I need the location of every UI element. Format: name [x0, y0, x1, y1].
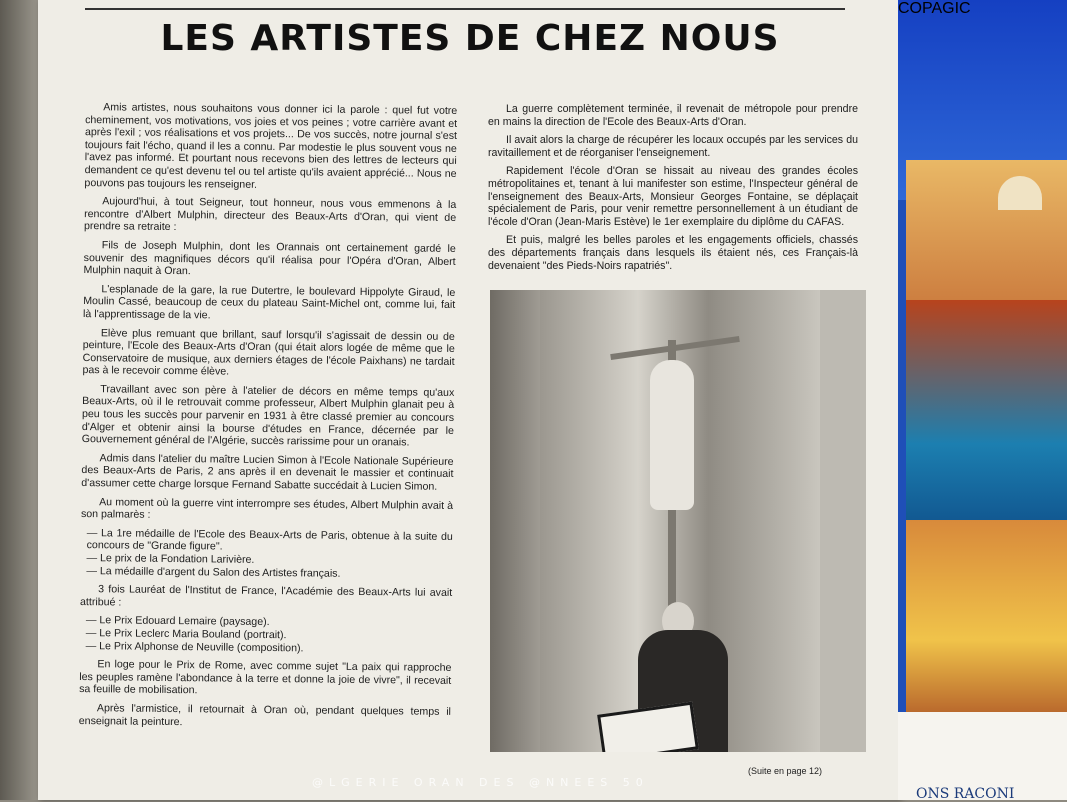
- paragraph: Après l'armistice, il retournait à Oran où, pendant quelques temps il enseignait la peinture.: [78, 702, 452, 728]
- poster-brand: COPAGIC: [898, 0, 971, 17]
- prize-item: — Le Prix Alphonse de Neuville (composition).: [85, 639, 304, 654]
- watermark: @LGERIE ORAN DES @NNEES 50: [312, 776, 649, 789]
- paragraph: En loge pour le Prix de Rome, avec comme sujet "La paix qui rapproche les peuples ramène l'abondance à la terre et donne la joie de vivre", il recevait sa feuille de mobilisation.: [79, 658, 452, 697]
- poster-town: [906, 160, 1067, 320]
- paragraph: Fils de Joseph Mulphin, dont les Orannais ont certainement gardé le souvenir des magnifiques décors qu'il réalisa pour l'Opéra d'Oran, Albert Mulphin naquit à Oran.: [83, 239, 456, 278]
- article-title: LES ARTISTES DE CHEZ NOUS: [160, 18, 780, 59]
- paragraph: Il avait alors la charge de récupérer les locaux occupés par les services du ravitaillement et de réorganiser l'enseignement.: [488, 134, 858, 159]
- award-item: — Le prix de la Fondation Larivière.: [86, 552, 255, 566]
- prize-item: — Le Prix Edouard Lemaire (paysage).: [85, 614, 270, 629]
- awards-list: [80, 527, 453, 581]
- paragraph: Au moment où la guerre vint interrompre ses études, Albert Mulphin avait à son palmarès :: [80, 495, 454, 521]
- paragraph: 3 fois Lauréat de l'Institut de France, l'Académie des Beaux-Arts lui avait attribué :: [80, 583, 453, 609]
- paragraph: Et puis, malgré les belles paroles et les engagements officiels, chassés des départements français dans lesquels ils étaient nés, ces Français-là devenaient "des Pieds-Noirs rapatriés".: [488, 234, 858, 272]
- award-item: — La 1re médaille de l'Ecole des Beaux-Arts de Paris, obtenue à la suite du concours de "Grande figure".: [86, 526, 453, 553]
- top-rule: [85, 8, 845, 10]
- poster-subtitle: ONS RACONI: [916, 786, 1015, 802]
- award-item: — La médaille d'argent du Salon des Artistes français.: [86, 564, 341, 580]
- paragraph: Amis artistes, nous souhaitons vous donner ici la parole : quel fut votre cheminement, vos motivations, vos joies et vos peines ; votre carrière avant et après l'exil ; vos réalisations et vos projets... De vos succès, notre journal s'est toujours fait l'écho, quand il les a connu. Par modestie le plus souvent vous ne l'avez pas informé. Et pourtant nous recevons bien des lettres de lecteurs qui demandent ce qu'est devenu tel ou tel artiste qu'ils avaient apprécié... Nous ne pouvons pas toujours les renseigner.: [84, 101, 458, 191]
- crucifix-figure: [650, 360, 694, 510]
- paragraph: Travaillant avec son père à l'atelier de décors en même temps qu'aux Beaux-Arts, où il le retrouvait comme professeur, Albert Mulphin glanait peu à peu tous les succès pour parvenir en 1931 à être classé premier au concours d'Alger et obtenir ainsi la bourse d'études en France, décernée par le Gouvernement général de l'Algérie, succès rarissime pour un oranais.: [81, 383, 455, 449]
- prize-item: — Le Prix Leclerc Maria Bouland (portrait).: [85, 627, 287, 642]
- paragraph: Elève plus remuant que brillant, sauf lorsqu'il s'agissait de dessin ou de peinture, l'Ecole des Beaux-Arts d'Oran (qui était alors logée de même que le Conservatoire de musique, aux derniers étages de l'école Paixhans) ne tardait pas à le recevoir comme élève.: [82, 326, 455, 378]
- paragraph: Aujourd'hui, à tout Seigneur, tout honneur, nous vous emmenons à la rencontre d'Albert Mulphin, directeur des Beaux-Arts d'Oran, qui vient de prendre sa retraite :: [83, 195, 457, 234]
- poster-harbor: [906, 300, 1067, 540]
- paragraph: L'esplanade de la gare, la rue Dutertre, le boulevard Hippolyte Giraud, le Moulin Cassé, beaucoup de ceux du plateau Saint-Michel ont, comme lui, fait là l'apprentissage de la vie.: [83, 282, 456, 322]
- paragraph: Rapidement l'école d'Oran se hissait au niveau des grandes écoles métropolitaines et, tenant à lui manifester son estime, l'Inspecteur général de l'enseignement des Beaux-Arts, Monsieur Georges Fontaine, se déplaçait spécialement de Paris, pour venir remettre personnellement à un étudiant de l'école d'Oran (Jean-Maris Estève) le 1er exemplaire du diplôme du CAFAS.: [488, 165, 858, 228]
- background-edge: [0, 0, 38, 800]
- poster: [898, 0, 1067, 800]
- left-column: [79, 101, 458, 737]
- prizes-list: [80, 614, 452, 656]
- photo-caption: (Suite en page 12): [748, 766, 823, 776]
- paragraph: Admis dans l'atelier du maître Lucien Simon à l'Ecole Nationale Supérieure des Beaux-Arts de Paris, 2 ans après il en devenait le massier et continuait d'assumer cette charge lorsque Fernand Sabatte succédait à Lucien Simon.: [81, 452, 454, 493]
- right-column: [488, 103, 858, 278]
- paragraph: La guerre complètement terminée, il revenait de métropole pour prendre en mains la direction de l'Ecole des Beaux-Arts d'Oran.: [488, 103, 858, 128]
- artist-photo: [490, 290, 866, 752]
- poster-people: [906, 520, 1067, 720]
